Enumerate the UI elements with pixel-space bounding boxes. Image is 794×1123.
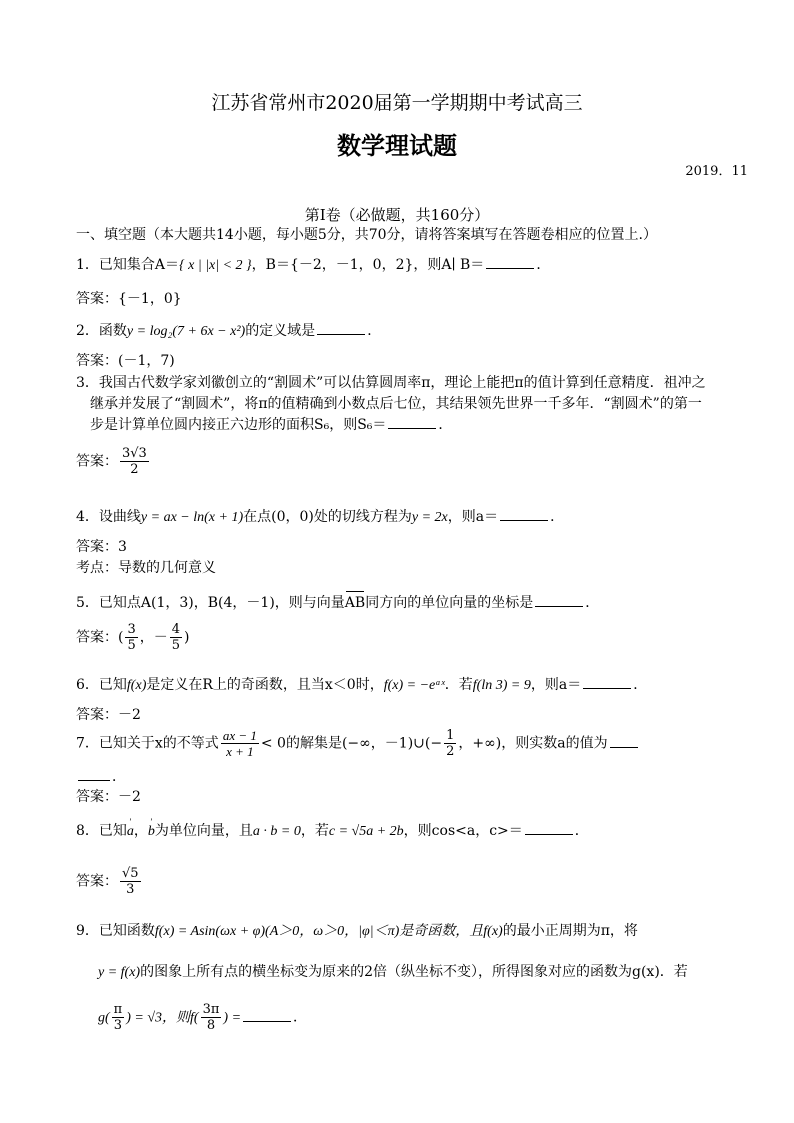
section-heading: 一、填空题（本大题共14小题，每小题5分，共70分，请将答案填写在答题卷相应的位置上.） xyxy=(76,227,657,243)
q9-frac-2 xyxy=(201,1002,222,1033)
q8-answer-label: 答案： xyxy=(76,873,118,890)
q9-p1-den: 3 xyxy=(113,1018,123,1033)
answer-blank xyxy=(535,594,583,607)
q9-line3c: ) = xyxy=(223,1010,242,1026)
q7-half-den: 2 xyxy=(446,744,455,759)
q5-vector: AB xyxy=(344,595,366,611)
question-4 xyxy=(76,508,564,527)
q9-p2-num: 3π xyxy=(202,1002,220,1017)
q1-end: ． xyxy=(536,257,551,273)
q3-answer-label: 答案： xyxy=(76,453,118,470)
q5-b-num: 4 xyxy=(171,622,181,637)
q8-b: ' b xyxy=(148,823,155,841)
q7-prefix: 7．已知关于x的不等式 xyxy=(76,735,219,752)
q9-line3b: ) = √3，则f( xyxy=(126,1010,199,1026)
q6-f: f(x) xyxy=(126,678,147,693)
q2-rest: 的定义域是 xyxy=(245,323,316,339)
q3-line-2: 继承并发展了“割圆术”，将π的值精确到小数点后七位，其结果领先世界一千多年．“割圆术”的第一 xyxy=(90,396,702,412)
q3-answer xyxy=(76,446,151,477)
answer-blank xyxy=(78,768,110,781)
q9-line1c: f(x) xyxy=(483,924,503,939)
q9-line2b: 的图象上所有点的横坐标变为原来的2倍（纵坐标不变），所得图象对应的函数为g(x)．若 xyxy=(140,964,688,980)
exam-subtitle: 数学理试题 xyxy=(337,131,457,160)
q8-answer xyxy=(76,866,143,897)
q8-ans-num: √5 xyxy=(122,866,139,881)
q5-sep: ，－ xyxy=(139,629,168,646)
exam-title: 江苏省常州市2020届第一学期期中考试高三 xyxy=(211,92,583,114)
q5-frac-a xyxy=(125,622,137,653)
q7-answer: 答案：－2 xyxy=(76,789,141,805)
q5-answer xyxy=(76,622,190,653)
q8-mid: 为单位向量，且 xyxy=(154,823,253,839)
q5-answer-end: ) xyxy=(184,629,190,646)
question-1 xyxy=(76,256,550,275)
q8-rest: ，则cos<a，c>＝ xyxy=(403,823,523,839)
q7-mid: < 0的解集是(−∞，－1)∪(− xyxy=(260,735,443,752)
q9-line1d: 的最小正周期为π，将 xyxy=(502,923,638,939)
q4-mid: 在点(0，0)处的切线方程为 xyxy=(243,509,412,525)
q9-line3a: g( xyxy=(98,1010,110,1026)
q8-prefix: 8．已知 xyxy=(76,823,127,839)
q9-p1-num: π xyxy=(113,1002,123,1017)
q4-knowledge-point: 考点：导数的几何意义 xyxy=(76,560,216,576)
answer-blank xyxy=(583,676,631,689)
q8-answer-fraction xyxy=(120,866,141,897)
q4-expr: y = ax − ln(x + 1) xyxy=(140,510,244,525)
q5-a-den: 5 xyxy=(127,638,136,653)
q3-end: ． xyxy=(438,417,453,433)
question-8 xyxy=(76,822,589,841)
answer-blank xyxy=(525,822,573,835)
q3-line-3-text: 步是计算单位圆内接正六边形的面积S₆，则S₆＝ xyxy=(90,417,387,433)
q2-answer: 答案：(－1，7) xyxy=(76,353,175,369)
question-6 xyxy=(76,676,647,695)
q4-prefix: 4．设曲线 xyxy=(76,509,141,525)
q5-end: ． xyxy=(585,595,600,611)
q4-rest: ，则a＝ xyxy=(447,509,499,525)
q5-answer-label: 答案：( xyxy=(76,629,124,646)
volume-heading: 第Ⅰ卷（必做题，共160分） xyxy=(304,206,490,224)
q4-answer: 答案：3 xyxy=(76,539,127,555)
q8-ans-den: 3 xyxy=(126,882,135,897)
q2-prefix: 2．函数 xyxy=(76,323,127,339)
q6-expr: f(x) = −eᵃˣ xyxy=(383,678,445,693)
question-2 xyxy=(76,322,381,341)
q9-p2-den: 8 xyxy=(206,1018,216,1033)
q7-half-num: 1 xyxy=(446,728,455,743)
q8-a: ' a xyxy=(127,823,134,841)
q4-end: ． xyxy=(550,509,565,525)
q7-half xyxy=(444,728,456,759)
q1-set: { x | |x| < 2 } xyxy=(179,258,252,273)
q5-prefix: 5．已知点A(1，3)，B(4，－1)，则与向量 xyxy=(76,595,345,611)
q3-answer-den: 2 xyxy=(130,462,139,477)
question-5 xyxy=(76,594,599,612)
q5-b-den: 5 xyxy=(171,638,181,653)
q6-prefix: 6．已知 xyxy=(76,677,127,693)
q6-answer: 答案：－2 xyxy=(76,707,141,723)
q5-a-num: 3 xyxy=(127,622,136,637)
q9-frac-1 xyxy=(112,1002,125,1033)
q3-answer-fraction xyxy=(120,446,149,477)
q7-continuation xyxy=(76,768,126,786)
q1-rest: ，B＝{－2，－1，0，2}，则A∣ B＝ xyxy=(251,257,485,273)
q6-mid2: ．若 xyxy=(444,677,473,693)
q7-num: ax − 1 xyxy=(222,728,257,743)
q5-rest: 同方向的单位向量的坐标是 xyxy=(365,595,534,611)
q4-expr2: y = 2x xyxy=(411,510,448,525)
q6-expr2: f(ln 3) = 9 xyxy=(472,678,531,693)
q7-den: x + 1 xyxy=(226,744,254,759)
exam-date: 2019．11 xyxy=(685,164,748,179)
q6-mid: 是定义在R上的奇函数，且当x＜0时， xyxy=(146,677,384,693)
q8-dot: a · b = 0 xyxy=(252,824,301,839)
q7-fraction xyxy=(221,728,259,759)
q7-rest: ，+∞)，则实数a的值为 xyxy=(458,735,608,752)
q9-line-1 xyxy=(76,922,638,941)
answer-blank xyxy=(317,322,365,335)
q2-expr: y = log₂(7 + 6x − x²) xyxy=(126,324,246,339)
q6-end: ． xyxy=(633,677,648,693)
q7-end: ． xyxy=(112,769,126,785)
q9-line-3 xyxy=(98,1002,307,1033)
answer-blank xyxy=(500,508,548,521)
q2-end: ． xyxy=(367,323,382,339)
answer-blank xyxy=(610,735,638,748)
q9-line-2 xyxy=(98,963,688,982)
q1-prefix: 1．已知集合A＝ xyxy=(76,257,180,273)
question-7 xyxy=(76,728,640,759)
q8-mid2: ，若 xyxy=(300,823,329,839)
answer-blank xyxy=(388,416,436,429)
answer-blank xyxy=(243,1009,291,1022)
q3-line-3 xyxy=(90,416,452,434)
q8-end: ． xyxy=(574,823,589,839)
q8-comma: ， xyxy=(133,823,148,839)
q9-line1b: f(x) = Asin(ωx + φ)(A＞0，ω＞0，|φ|＜π)是奇函数，且 xyxy=(154,924,484,939)
q9-end: ． xyxy=(293,1009,308,1026)
q5-frac-b xyxy=(170,622,182,653)
q8-expr: c = √5a + 2b xyxy=(328,824,404,839)
q3-line-1: 3．我国古代数学家刘徽创立的“割圆术”可以估算圆周率π，理论上能把π的值计算到任意精度．祖冲之 xyxy=(76,375,706,391)
answer-blank xyxy=(486,256,534,269)
q3-answer-num: 3√3 xyxy=(122,446,147,461)
q9-line2a: y = f(x) xyxy=(98,965,141,980)
q6-rest: ，则a＝ xyxy=(530,677,582,693)
q1-answer: 答案：{－1，0} xyxy=(76,291,182,307)
q9-line1a: 9．已知函数 xyxy=(76,923,155,939)
